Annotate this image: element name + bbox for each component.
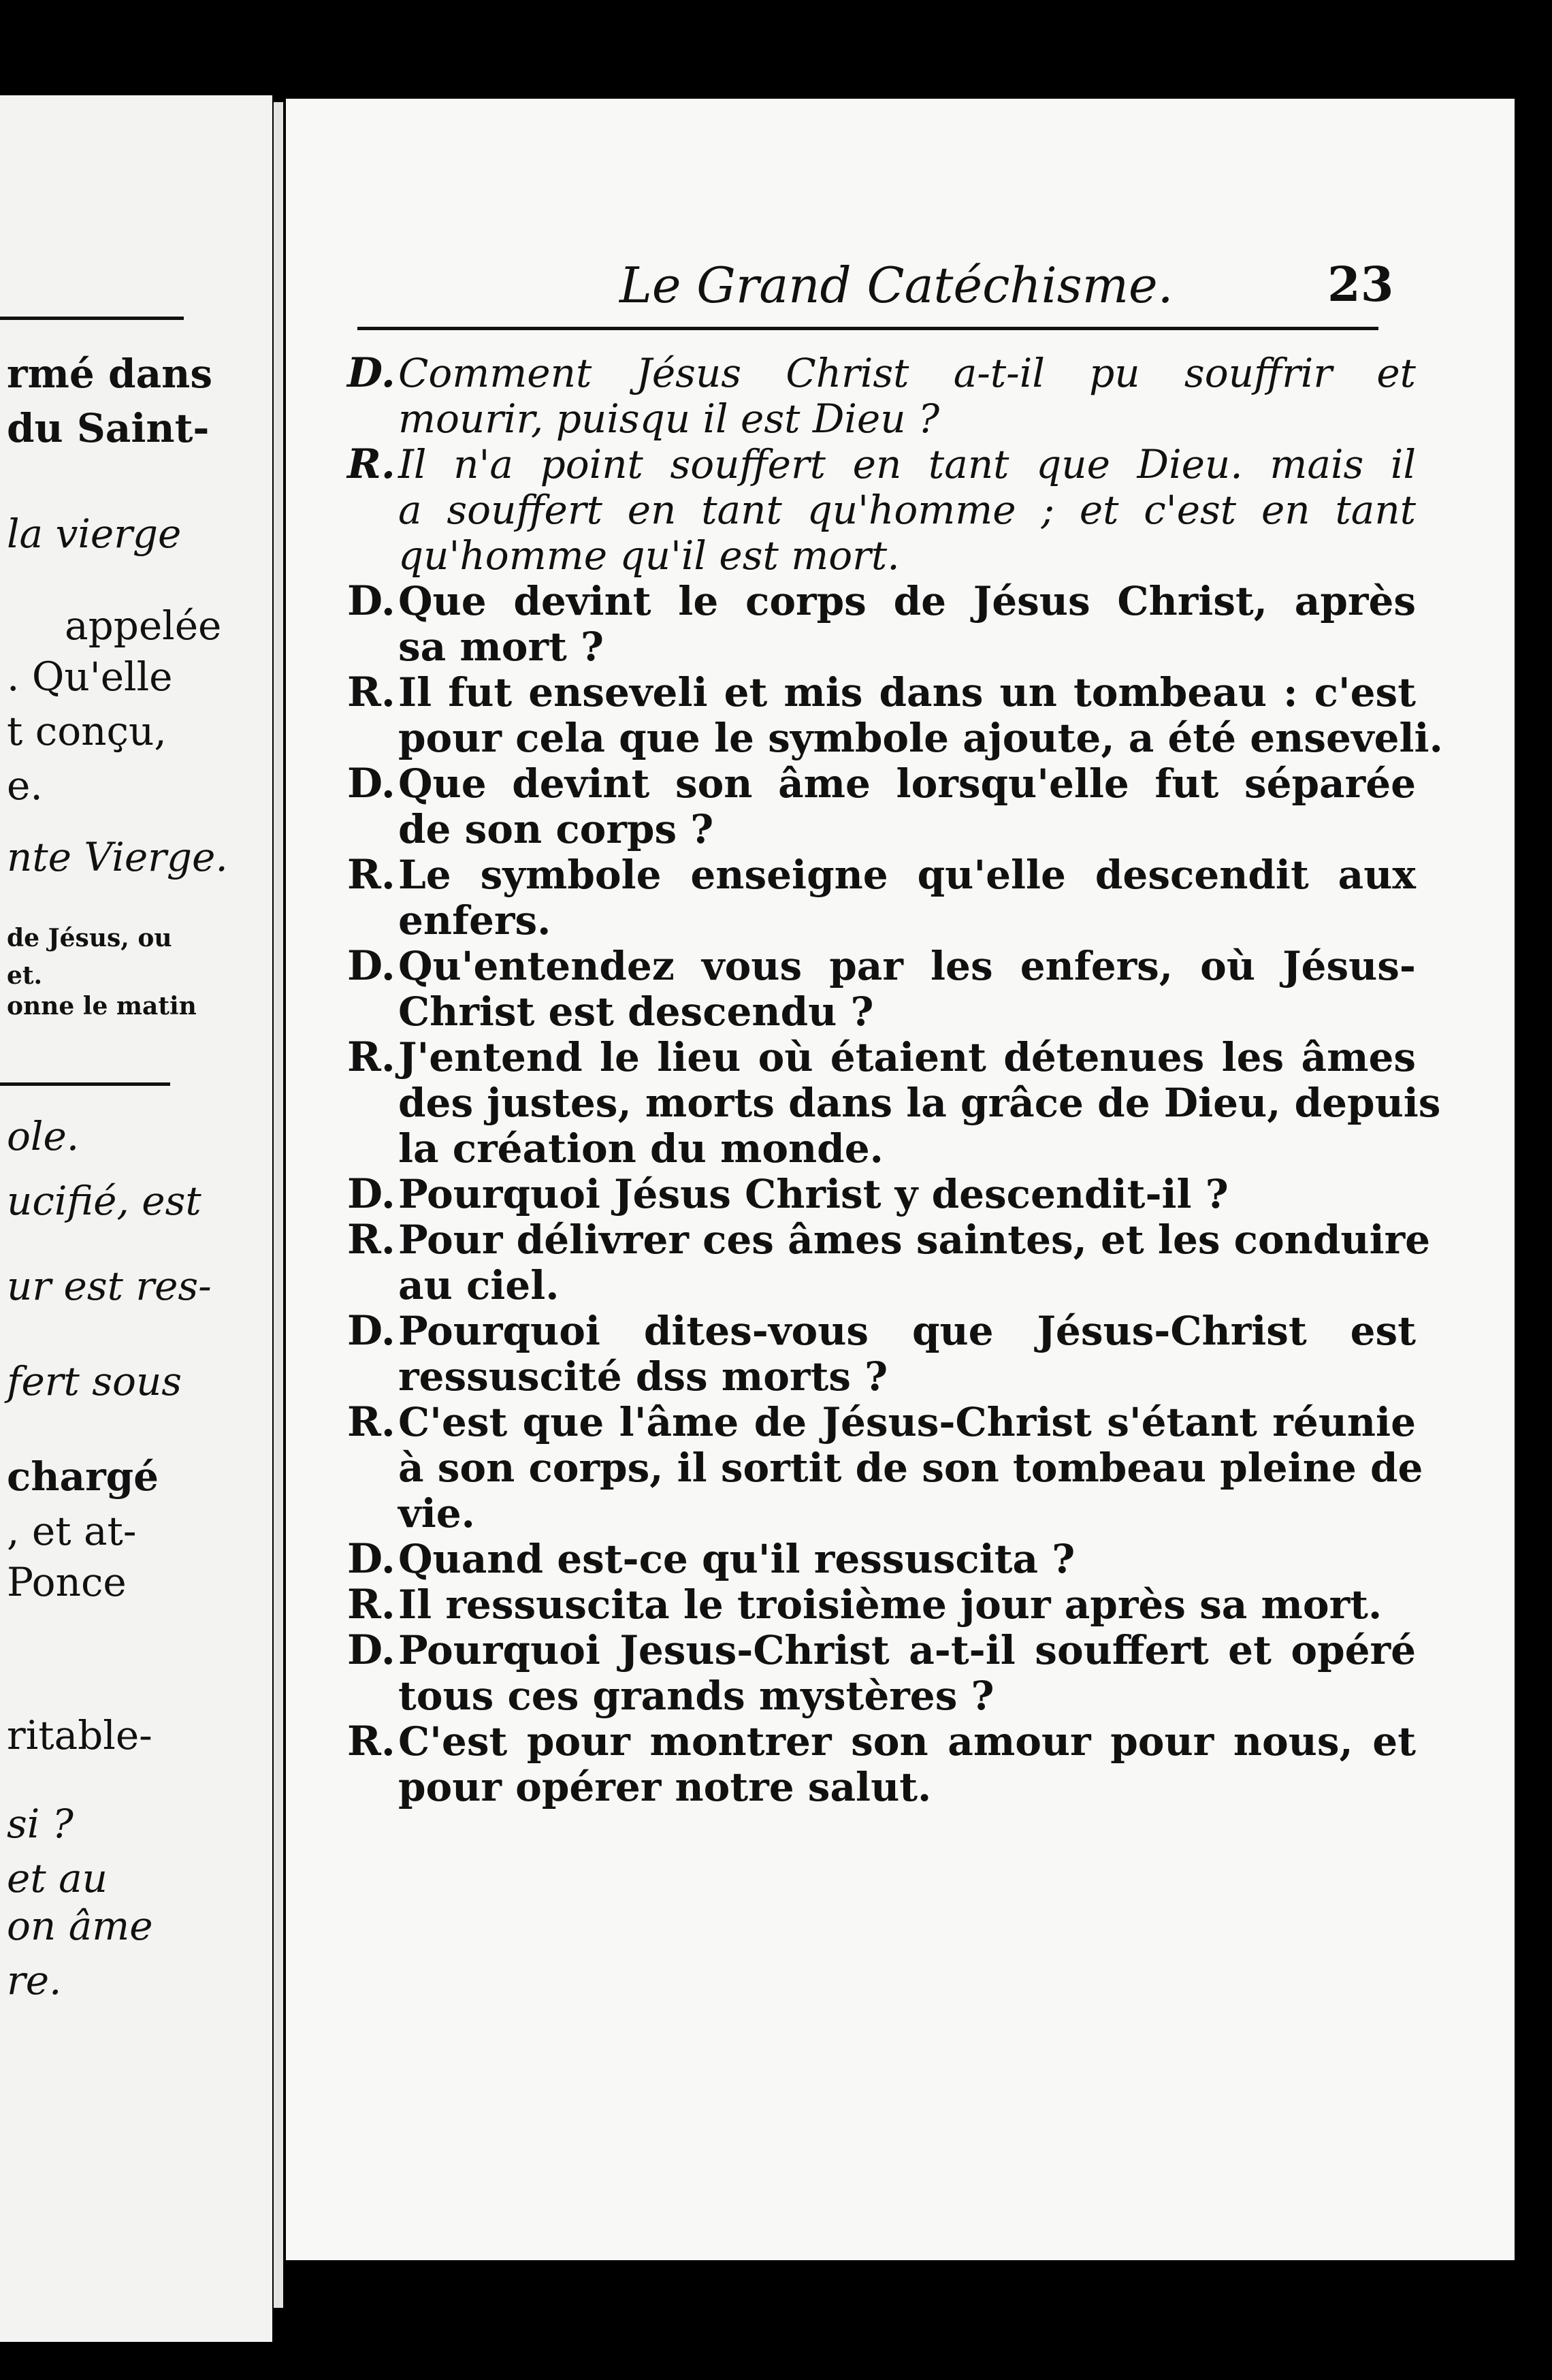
left-page-fragment: e. — [7, 762, 43, 809]
left-page-fragment: re. — [7, 1957, 62, 2004]
text-line: Qu'entendez vous par les enfers, où Jésus- — [398, 943, 1416, 989]
left-page-fragment: appelée — [65, 602, 222, 649]
text-line: C'est que l'âme de Jésus-Christ s'étant réunie — [398, 1399, 1416, 1445]
text-line: au ciel. — [398, 1262, 560, 1308]
text-line: Le symbole enseigne qu'elle descendit aux — [398, 852, 1416, 898]
left-page-fragment: et au — [7, 1855, 108, 1901]
left-page-fragment: ucifié, est — [7, 1178, 201, 1224]
text-line: J'entend le lieu où étaient détenues les âmes — [398, 1034, 1416, 1080]
entry-marker: R. — [347, 440, 395, 488]
page-gutter — [274, 102, 283, 2308]
entry-marker: D. — [347, 942, 395, 990]
entry-marker: D. — [347, 1170, 395, 1218]
left-page-fragment: du Saint- — [7, 405, 210, 451]
entry-marker: R. — [347, 1033, 395, 1081]
page-header — [286, 255, 1515, 330]
text-line: tous ces grands mystères ? — [398, 1673, 995, 1719]
left-page — [0, 95, 272, 2342]
catechism-text — [347, 349, 1443, 1810]
text-line: Pourquoi dites-vous que Jésus-Christ est — [398, 1308, 1416, 1354]
left-page-fragment: la vierge — [7, 511, 182, 557]
question-entry — [347, 761, 1416, 852]
answer-entry — [347, 1719, 1416, 1810]
left-page-fragment: chargé — [7, 1453, 159, 1500]
entry-marker: R. — [347, 669, 395, 716]
left-page-fragment: et. — [7, 961, 43, 990]
text-line: enfers. — [398, 897, 551, 944]
entry-marker: R. — [347, 1718, 395, 1765]
left-page-fragment: ole. — [7, 1113, 80, 1159]
left-page-fragment: de Jésus, ou — [7, 924, 172, 952]
text-line: a souffert en tant qu'homme ; et c'est en tant — [398, 487, 1416, 533]
question-entry — [347, 1308, 1416, 1400]
answer-entry — [347, 442, 1416, 579]
text-line: Pourquoi Jésus Christ y descendit-il ? — [398, 1171, 1229, 1217]
left-page-fragment: onne le matin — [7, 992, 197, 1020]
page-number: 23 — [1327, 256, 1394, 312]
text-line: Il n'a point souffert en tant que Dieu. mais il — [398, 441, 1416, 487]
question-entry — [347, 1537, 1416, 1582]
left-page-fragment: . Qu'elle — [7, 654, 173, 700]
answer-entry — [347, 852, 1416, 944]
answer-entry — [347, 669, 1443, 761]
left-page-rule-top — [0, 317, 184, 320]
entry-marker: D. — [347, 349, 395, 397]
text-line: Il fut enseveli et mis dans un tombeau : c'est — [398, 669, 1416, 715]
entry-marker: R. — [347, 1216, 395, 1264]
left-page-fragment: Ponce — [7, 1559, 127, 1605]
entry-marker: R. — [347, 851, 395, 899]
running-title: Le Grand Catéchisme. — [619, 257, 1174, 314]
text-line: Comment Jésus Christ a-t-il pu souffrir et — [398, 350, 1416, 396]
text-line: de son corps ? — [398, 806, 714, 852]
left-page-fragment: fert sous — [7, 1358, 182, 1404]
text-line: qu'homme qu'il est mort. — [398, 532, 900, 579]
entry-marker: D. — [347, 577, 395, 625]
header-rule — [357, 327, 1378, 330]
text-line: sa mort ? — [398, 624, 604, 670]
text-line: vie. — [398, 1490, 475, 1537]
text-line: Christ est descendu ? — [398, 988, 874, 1035]
text-line: Pour délivrer ces âmes saintes, et les conduire — [398, 1217, 1431, 1263]
text-line: Que devint le corps de Jésus Christ, après — [398, 578, 1416, 624]
text-line: à son corps, il sortit de son tombeau pleine de — [398, 1445, 1423, 1491]
text-line: Il ressuscita le troisième jour après sa mort. — [398, 1581, 1383, 1628]
entry-marker: D. — [347, 1535, 395, 1583]
left-page-rule-middle — [0, 1082, 170, 1086]
right-page — [286, 99, 1515, 2260]
question-entry — [347, 579, 1416, 670]
left-page-fragment: si ? — [7, 1801, 74, 1847]
left-page-fragment: ritable- — [7, 1712, 152, 1758]
answer-entry — [347, 1398, 1423, 1537]
text-line: la création du monde. — [398, 1125, 884, 1172]
question-entry — [347, 351, 1416, 442]
text-line: C'est pour montrer son amour pour nous, et — [398, 1718, 1416, 1765]
entry-marker: D. — [347, 1626, 395, 1674]
text-line: ressuscité dss morts ? — [398, 1353, 888, 1400]
text-line: Quand est-ce qu'il ressuscita ? — [398, 1536, 1076, 1582]
question-entry — [347, 1628, 1416, 1719]
left-page-fragment: , et at- — [7, 1508, 137, 1554]
answer-entry — [347, 1033, 1441, 1172]
question-entry — [347, 1172, 1416, 1217]
answer-entry — [347, 1582, 1416, 1628]
text-line: des justes, morts dans la grâce de Dieu, depuis — [398, 1080, 1441, 1126]
entry-marker: R. — [347, 1398, 395, 1446]
text-line: Pourquoi Jesus-Christ a-t-il souffert et opéré — [398, 1627, 1416, 1673]
left-page-fragment: rmé dans — [7, 351, 212, 397]
left-page-fragment: on âme — [7, 1903, 153, 1949]
text-line: Que devint son âme lorsqu'elle fut séparée — [398, 760, 1416, 807]
question-entry — [347, 944, 1416, 1035]
text-line: mourir, puisqu il est Dieu ? — [398, 396, 940, 442]
answer-entry — [347, 1216, 1431, 1308]
left-page-fragment: t conçu, — [7, 708, 167, 754]
text-line: pour cela que le symbole ajoute, a été enseveli. — [398, 715, 1443, 761]
entry-marker: D. — [347, 760, 395, 807]
entry-marker: D. — [347, 1307, 395, 1355]
text-line: pour opérer notre salut. — [398, 1764, 932, 1810]
entry-marker: R. — [347, 1581, 395, 1628]
left-page-fragment: nte Vierge. — [7, 834, 228, 880]
left-page-fragment: ur est res- — [7, 1263, 212, 1309]
